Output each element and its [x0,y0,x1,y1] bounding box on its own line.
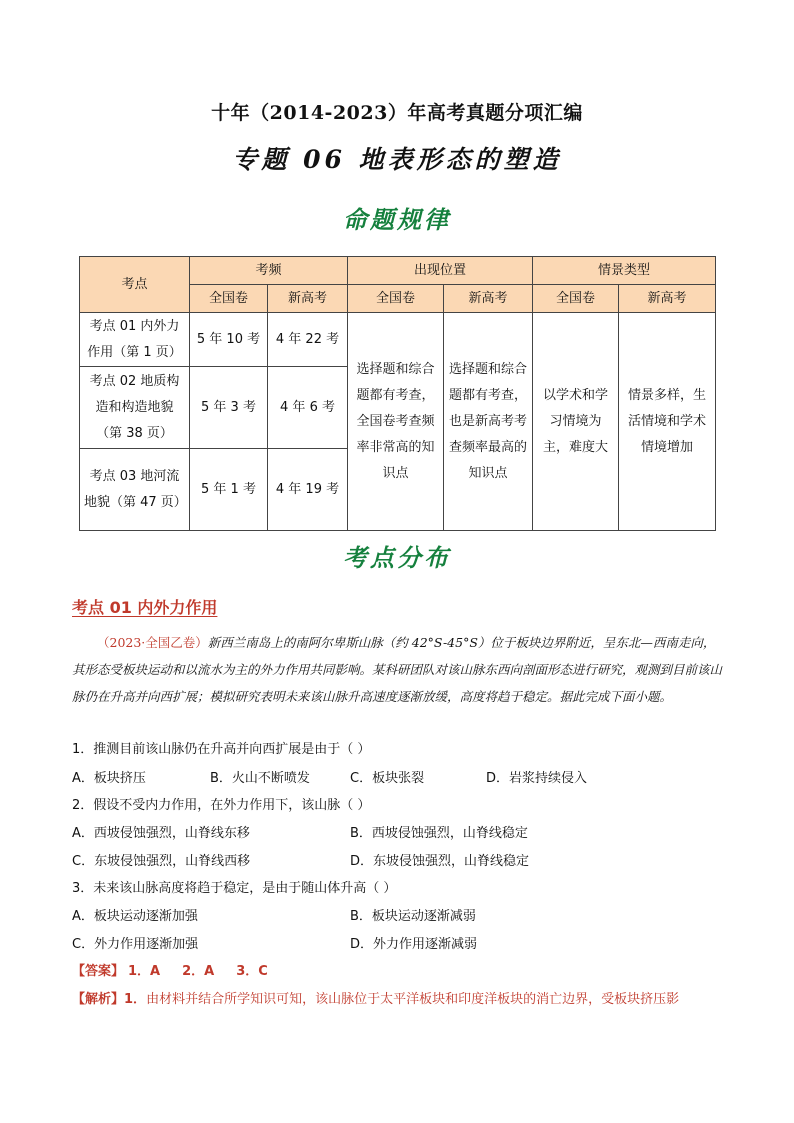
table-cell-topic: 考点 03 地河流地貌（第 47 页） [80,449,190,531]
topic-section-title: 考点 01 内外力作用 [72,598,218,617]
topic-title: 专题 06 地表形态的塑造 [232,145,562,174]
question-3-option-d: D．外力作用逐渐减弱 [350,937,478,952]
question-1-option-a: A．板块挤压 [72,771,146,786]
question-2-option-d: D．东坡侵蚀强烈，山脊线稳定 [350,854,530,869]
table-cell-freq-national: 5 年 1 考 [190,449,268,531]
analysis-label: 【解析】 [72,992,125,1007]
question-1-option-b: B．火山不断喷发 [210,771,310,786]
question-source: （2023·全国乙卷） [97,635,208,650]
table-cell-freq-new: 4 年 19 考 [268,449,348,531]
table-cell-scene-new: 情景多样，生活情境和学术情境增加 [619,313,716,531]
section-heading-distribution: 考点分布 [343,543,451,572]
table-cell-freq-new: 4 年 6 考 [268,367,348,449]
table-cell-topic: 考点 01 内外力作用（第 1 页） [80,313,190,367]
question-3-option-c: C．外力作用逐渐加强 [72,937,199,952]
question-2-stem: 2．假设不受内力作用，在外力作用下，该山脉（ ） [72,798,371,813]
subheader-national: 全国卷 [348,285,444,313]
question-3-option-a: A．板块运动逐渐加强 [72,909,198,924]
answer-value: 3．C [236,964,268,979]
answer-value: 2．A [182,964,215,979]
answer-line [72,960,268,979]
section-heading-rules: 命题规律 [343,205,451,234]
question-1-option-d: D．岩浆持续侵入 [486,771,588,786]
table-cell-position-new: 选择题和综合题都有考查，也是新高考考查频率最高的知识点 [444,313,533,531]
analysis-text: 由材料并结合所学知识可知，该山脉位于太平洋板块和印度洋板块的消亡边界，受板块挤压影 [146,992,680,1007]
question-material [72,629,724,710]
table-cell-freq-new: 4 年 22 考 [268,313,348,367]
table-cell-freq-national: 5 年 10 考 [190,313,268,367]
header-kaodian: 考点 [80,257,190,313]
analysis-number: 1． [124,992,147,1007]
table-cell-topic: 考点 02 地质构造和构造地貌（第 38 页） [80,367,190,449]
subheader-national: 全国卷 [533,285,619,313]
question-3-stem: 3．未来该山脉高度将趋于稳定，是由于随山体升高（ ） [72,881,397,896]
question-1-option-c: C．板块张裂 [350,771,425,786]
series-title: 十年（2014-2023）年高考真题分项汇编 [211,102,583,124]
table-cell-position-national: 选择题和综合题都有考查，全国卷考查频率非常高的知识点 [348,313,444,531]
header-scene: 情景类型 [533,257,716,285]
analysis-line [72,988,732,1007]
question-2-option-c: C．东坡侵蚀强烈，山脊线西移 [72,854,251,869]
header-frequency: 考频 [190,257,348,285]
subheader-national: 全国卷 [190,285,268,313]
table-cell-freq-national: 5 年 3 考 [190,367,268,449]
exam-frequency-table [79,256,716,531]
answer-value: 1．A [128,964,161,979]
material-text: 新西兰南岛上的南阿尔卑斯山脉（约 42°S-45°S）位于板块边界附近，呈东北—西南走向，其形态受板块运动和以流水为主的外力作用共同影响。某科研团队对该山脉东西向剖面形态进行研究，观测到目前该山脉仍在升高并向西扩展；模拟研究表明未来该山脉升高速度逐渐放缓，高度将趋于稳定。据此完成下面小题。 [72,635,723,704]
header-position: 出现位置 [348,257,533,285]
answer-label: 【答案】 [72,964,125,979]
subheader-new: 新高考 [268,285,348,313]
table-cell-scene-national: 以学术和学习情境为主，难度大 [533,313,619,531]
subheader-new: 新高考 [619,285,716,313]
subheader-new: 新高考 [444,285,533,313]
question-1-stem: 1．推测目前该山脉仍在升高并向西扩展是由于（ ） [72,742,371,757]
question-2-option-a: A．西坡侵蚀强烈，山脊线东移 [72,826,250,841]
question-3-option-b: B．板块运动逐渐减弱 [350,909,476,924]
question-2-option-b: B．西坡侵蚀强烈，山脊线稳定 [350,826,528,841]
